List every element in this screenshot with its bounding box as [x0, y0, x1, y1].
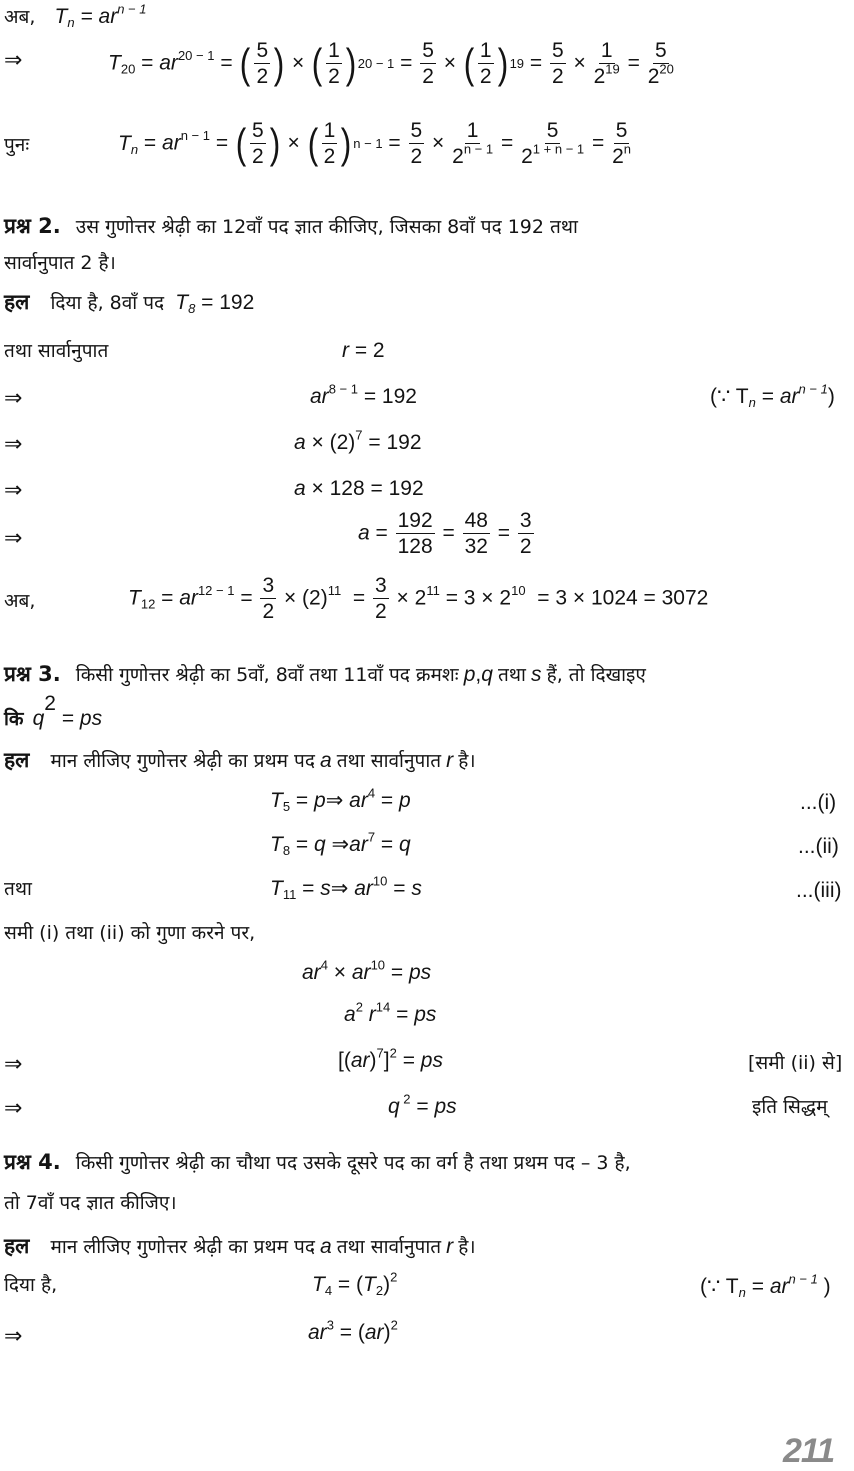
- q3-eq4: $ar^4 \times ar^{10}$ = ps: [302, 957, 432, 984]
- q2-heading: प्रश्न 2.: [4, 214, 61, 238]
- q3-assume-end: है।: [458, 750, 476, 772]
- label-diya-hai: दिया है,: [4, 1274, 58, 1296]
- q3-tag1: ...(i): [800, 791, 837, 814]
- q2-eq3: a × 128 = 192: [294, 477, 424, 500]
- q2-reason-tail: ): [827, 385, 835, 408]
- implies-arrow: ⇒: [4, 526, 23, 551]
- q3-tag2: ...(ii): [798, 835, 839, 858]
- q3-text-line1: किसी गुणोत्तर श्रेढ़ी का 5वाँ, 8वाँ तथा 11वाँ पद क्रमशः: [75, 664, 459, 686]
- implies-arrow: ⇒: [4, 1052, 23, 1077]
- q3-hal: हल: [4, 748, 30, 772]
- q3-text-line1-end: हैं, तो दिखाइए: [546, 664, 646, 686]
- q3-eq2: $T_8 = q$ $\Rightarrow ar^7 = q$: [270, 829, 411, 858]
- q3-heading: प्रश्न 3.: [4, 662, 61, 686]
- label-ab: अब,: [4, 590, 36, 612]
- q3-eq3: $T_{11}$ = s⇒ $ar^{10} = s$: [270, 873, 422, 902]
- q2-eq2: $a \times (2)^7 = 192$: [294, 427, 422, 454]
- q3-text-line1-tail: तथा: [498, 664, 526, 686]
- tn-expression: $T_n = ar^{n - 1}$ = ( 5 2 ) × ( 1 2 ) n − 1 = $\frac{5}{2}$ × $\frac{1}{2^{n - 1}}$ = $\frac{5}{2^{1 + n - 1}}$ = $\frac{5}{2^n}$: [118, 119, 632, 169]
- q2-text-line2: सार्वानुपात 2 है।: [4, 252, 116, 274]
- q4-assume: मान लीजिए गुणोत्तर श्रेढ़ी का प्रथम पद: [50, 1236, 315, 1258]
- q4-reason: (∵ $T_n = ar^{n - 1}$ ): [700, 1271, 831, 1300]
- implies-arrow: ⇒: [4, 48, 23, 73]
- q4-assume-mid: तथा सार्वानुपात: [336, 1236, 442, 1258]
- q2-given-line: हल दिया है, 8वाँ पद $T_8 = 192$: [4, 290, 255, 316]
- q4-hal: हल: [4, 1234, 30, 1258]
- q2-eq1: $ar^{8 - 1} = 192$: [310, 381, 417, 408]
- q3-line1: प्रश्न 3. किसी गुणोत्तर श्रेढ़ी का 5वाँ, 8वाँ तथा 11वाँ पद क्रमशः p,q तथा s हैं, तो दिखाइए: [4, 662, 646, 686]
- q3-from-eq: [समी (ii) से]: [748, 1052, 843, 1074]
- q4-assume-line: हल मान लीजिए गुणोत्तर श्रेढ़ी का प्रथम पद a तथा सार्वानुपात r है।: [4, 1234, 476, 1258]
- q4-text-line1: किसी गुणोत्तर श्रेढ़ी का चौथा पद उसके दूसरे पद का वर्ग है तथा प्रथम पद – 3 है,: [75, 1152, 631, 1174]
- q2-eq4: a = $\frac{192}{128}$ = $\frac{48}{32}$ = $\frac{3}{2}$: [358, 509, 532, 559]
- q2-line1: [4, 216, 578, 237]
- q3-multiply: समी (i) तथा (ii) को गुणा करने पर,: [4, 922, 256, 944]
- q2-ratio-label: तथा सार्वानुपात: [4, 340, 109, 362]
- implies-arrow: ⇒: [4, 478, 23, 503]
- q4-heading: प्रश्न 4.: [4, 1150, 61, 1174]
- q3-line2: कि $q^2$ = ps: [4, 692, 103, 731]
- q3-tag3: ...(iii): [796, 879, 842, 902]
- label-tatha: तथा: [4, 878, 32, 900]
- q3-eq6: $[(ar)^7]^2$ = ps: [338, 1045, 443, 1072]
- q2-given: दिया है, 8वाँ पद: [50, 292, 165, 314]
- implies-arrow: ⇒: [4, 1324, 23, 1349]
- q2-hal: हल: [4, 290, 30, 314]
- q3-eq7: q $^2$ = ps: [388, 1091, 457, 1118]
- q4-reason-tail: ): [823, 1275, 831, 1298]
- t20-expression: $T_{20} = ar^{20 - 1}$ = ( 5 2 ) × ( 1 2 ) 20 − 1 = $\frac{5}{2}$ × ( 1 2 ) 19 = $\frac{5}{2}$ × $\frac{1}{2^{19}}$ = $\frac{5}{2^{20}}$: [108, 39, 674, 89]
- q3-assume-line: हल मान लीजिए गुणोत्तर श्रेढ़ी का प्रथम पद a तथा सार्वानुपात r है।: [4, 748, 476, 772]
- q3-assume: मान लीजिए गुणोत्तर श्रेढ़ी का प्रथम पद: [50, 750, 315, 772]
- q4-eq2: $ar^3 = (ar)^2$: [308, 1317, 398, 1344]
- q4-assume-end: है।: [458, 1236, 476, 1258]
- implies-arrow: ⇒: [4, 386, 23, 411]
- implies-arrow: ⇒: [4, 432, 23, 457]
- q3-text-line2: कि: [4, 708, 24, 731]
- q3-assume-mid: तथा सार्वानुपात: [336, 750, 442, 772]
- implies-arrow: ⇒: [4, 1096, 23, 1121]
- q2-r-value: r = 2: [342, 339, 385, 362]
- label-ab: अब,: [4, 6, 36, 28]
- q4-eq1: $T_4 = (T_2)^2$: [312, 1269, 398, 1298]
- q4-line1: [4, 1152, 631, 1173]
- q2-reason: (∵ $T_n = ar^{n - 1}$): [710, 381, 835, 410]
- label-punah: पुनः: [4, 134, 30, 156]
- q3-eq1: $T_5$ = p⇒ $ar^4 = p$: [270, 785, 411, 814]
- q4-text-line2: तो 7वाँ पद ज्ञात कीजिए।: [4, 1192, 177, 1214]
- q4-reason-text: (∵ T: [700, 1275, 739, 1298]
- intro-line: अब, $T_n = ar^{n - 1}$: [4, 1, 147, 30]
- q2-text-line1: उस गुणोत्तर श्रेढ़ी का 12वाँ पद ज्ञात कीजिए, जिसका 8वाँ पद 192 तथा: [75, 216, 578, 238]
- q2-t12: $T_{12} = ar^{12 - 1}$ = $\frac{3}{2}$ × $(2)^{11}$ = $\frac{3}{2}$ × $2^{11} = 3 \times 2^{10} = 3 \times 1024 = 3072$: [128, 574, 709, 624]
- t20-equation: [4, 50, 22, 72]
- page-number: 211: [783, 1432, 835, 1470]
- q3-proved: इति सिद्धम्: [752, 1096, 828, 1118]
- q2-reason-text: (∵ T: [710, 385, 749, 408]
- q3-eq5: $a^2$ $r^{14}$ = ps: [344, 999, 437, 1026]
